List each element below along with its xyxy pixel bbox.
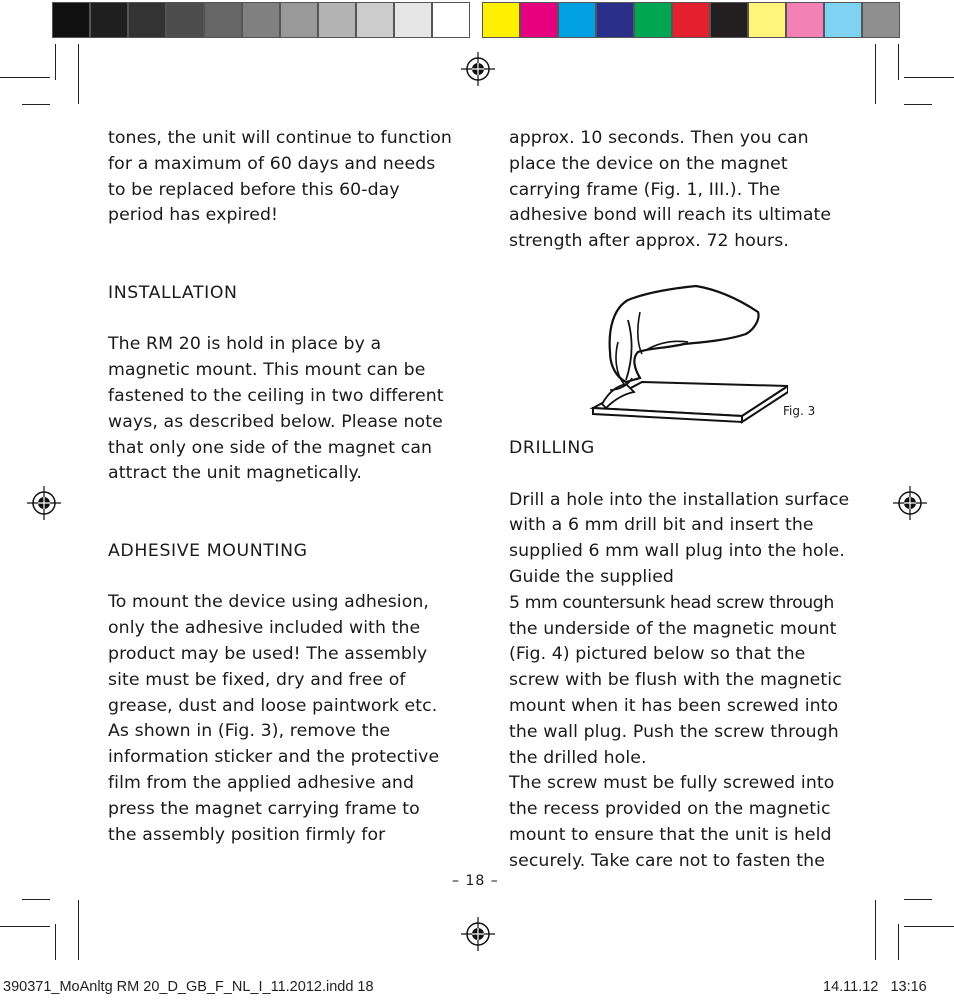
color-swatch-process-1 [482, 2, 520, 38]
footer-filename: 390371_MoAnltg RM 20_D_GB_F_NL_I_11.2012.indd 18 [3, 979, 374, 995]
color-swatch-gray-4 [166, 2, 204, 38]
color-swatch-gray-9 [356, 2, 394, 38]
color-swatch-gray-6 [242, 2, 280, 38]
heading-adhesive-mounting: ADHESIVE MOUNTING [108, 540, 308, 561]
color-swatch-gray-1 [52, 2, 90, 38]
paragraph-adhesive-continued: approx. 10 seconds. Then you can place the device on the magnet carrying frame (Fig. 1, III.). The adhesive bond will reach its ultimate strength after approx. 72 hours. [509, 128, 832, 252]
heading-drilling: DRILLING [509, 437, 595, 458]
paragraph-drilling-instructions [509, 488, 854, 772]
color-swatch-process-10 [824, 2, 862, 38]
figure-caption: Fig. 3 [783, 404, 816, 418]
color-swatch-gray-8 [318, 2, 356, 38]
color-swatch-process-4 [596, 2, 634, 38]
registration-mark-left-icon [27, 486, 61, 520]
paragraph-battery-life: tones, the unit will continue to function for a maximum of 60 days and needs to be replaced before this 60-day period has expired! [108, 128, 452, 226]
color-swatch-process-7 [710, 2, 748, 38]
color-swatch-gray-3 [128, 2, 166, 38]
heading-installation: INSTALLATION [108, 282, 238, 303]
color-swatch-process-6 [672, 2, 710, 38]
drilling-text-part-3: the underside of the magnetic mount (Fig. 4) pictured below so that the screw with be flush with the magnetic mount when it has been screwed into the wall plug. Push the screw through the drilled hole. [509, 618, 842, 768]
color-swatch-process-11 [862, 2, 900, 38]
color-swatch-process-5 [634, 2, 672, 38]
left-column [108, 126, 453, 848]
paragraph-adhesive-instructions: To mount the device using adhesion, only the adhesive included with the product may be used! The assembly site must be fixed, dry and free of grease, dust and loose paintwork etc. As shown in (Fig. 3), remove the information sticker and the protective film from the applied adhesive and press the magnet carrying frame to the assembly position firmly for [108, 592, 440, 845]
color-calibration-bar [50, 0, 904, 40]
registration-mark-bottom-icon [461, 917, 495, 951]
hand-peeling-film-icon [588, 282, 788, 424]
color-swatch-process-9 [786, 2, 824, 38]
color-swatch-process-3 [558, 2, 596, 38]
color-swatch-gray-2 [90, 2, 128, 38]
color-swatch-gray-7 [280, 2, 318, 38]
color-swatch-gray-5 [204, 2, 242, 38]
color-swatch-process-2 [520, 2, 558, 38]
drilling-text-part-2: 5 mm countersunk head screw through [509, 592, 834, 613]
color-swatch-gray-11 [432, 2, 470, 38]
color-swatch-process-8 [748, 2, 786, 38]
color-swatch-gray-10 [394, 2, 432, 38]
paragraph-magnetic-mount: The RM 20 is hold in place by a magnetic mount. This mount can be fastened to the ceiling in two different ways, as described below. Please note that only one side of the magnet can attract the unit magnetically. [108, 334, 444, 484]
page-number: – 18 – [452, 873, 499, 889]
right-column [509, 126, 854, 875]
registration-mark-right-icon [893, 486, 927, 520]
registration-mark-top-icon [461, 52, 495, 86]
paragraph-screw-instructions: The screw must be fully screwed into the recess provided on the magnetic mount to ensure that the unit is held securely. Take care not to fasten the [509, 773, 835, 871]
drilling-text-part-1: Drill a hole into the installation surface with a 6 mm drill bit and insert the supplied 6 mm wall plug into the hole. Guide the supplied [509, 489, 850, 587]
footer-timestamp: 14.11.12 13:16 [823, 979, 927, 995]
